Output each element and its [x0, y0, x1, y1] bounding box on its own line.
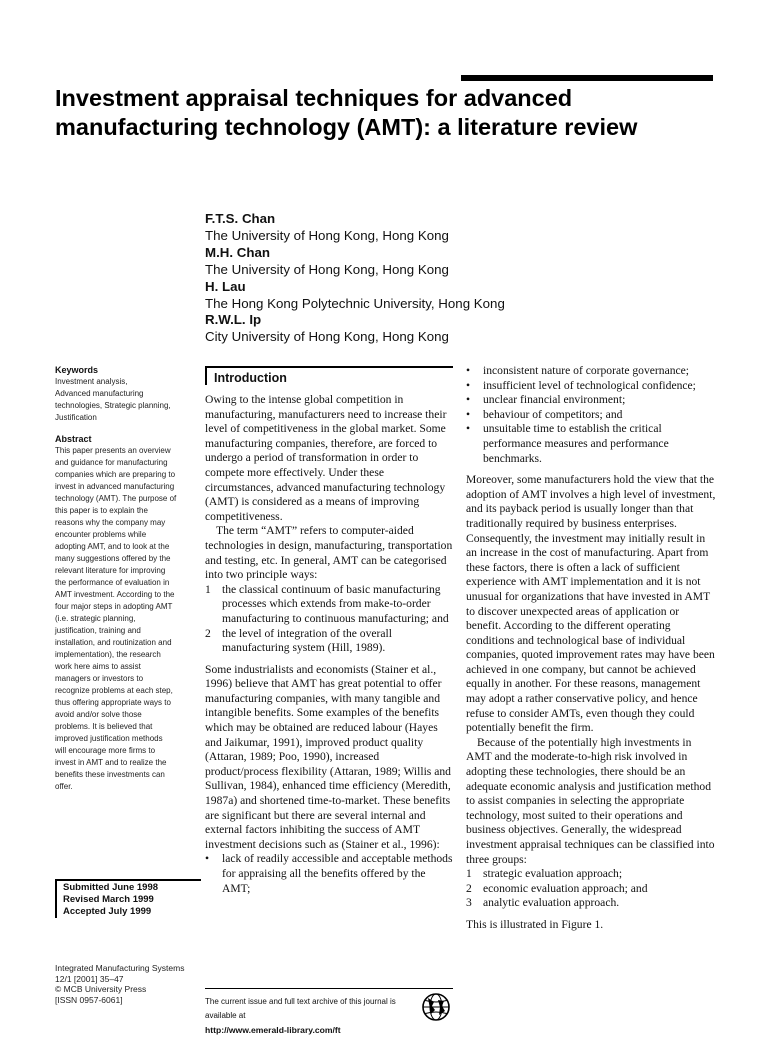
text-line: adopting AMT, and to look at the [55, 542, 170, 551]
list-item [205, 627, 453, 656]
list-item [466, 882, 716, 897]
keywords-heading: Keywords [55, 365, 99, 375]
title-rule [461, 75, 713, 81]
bullet-icon: • [205, 852, 210, 866]
text-line: (i.e. strategic planning, [55, 614, 136, 623]
text-line: AMT investment. According to the [55, 590, 175, 599]
list-item-text: strategic evaluation approach; [483, 867, 623, 881]
list-item-text: analytic evaluation approach. [483, 896, 620, 910]
list-item [205, 583, 453, 627]
author-affiliation: City University of Hong Kong, Hong Kong [205, 329, 449, 345]
numbered-list [466, 867, 716, 911]
footer-notice [205, 995, 420, 1037]
author-affiliation: The Hong Kong Polytechnic University, Hong Kong [205, 295, 505, 311]
list-number: 1 [205, 582, 211, 596]
text-line: avoid and/or solve those [55, 710, 142, 719]
text-line: improved justification methods [55, 734, 163, 743]
text-line: thus offering appropriate ways to [55, 698, 171, 707]
body-paragraph: Some industrialists and economists (Stainer et al., 1996) believe that AMT has great potential to offer manufacturing companies, with many tangible and intangible benefits. Some examples of the benefits which may be obtained are reduced labour (Hayes and Jaikumar, 1991), improved product quality (Attaran, 1989; Poo, 1990), increased product/process flexibility (Attaran, 1989; Willis and Sullivan, 1984), enhanced time efficiency (Meredith, 1987a) and shortened time-to-market. These benefits are significant but there are several internal and external factors inhibiting the success of AMT investment decisions such as (Stainer et al., 1996): [205, 662, 451, 851]
author-list [205, 211, 665, 346]
text-line: offer. [55, 782, 73, 791]
footer-divider [205, 988, 453, 989]
text-line: recognize problems at each step, [55, 686, 173, 695]
bullet-icon: • [466, 378, 471, 392]
text-line: This paper presents an overview [55, 446, 171, 455]
text-line: managers or investors to [55, 674, 144, 683]
author-affiliation: The University of Hong Kong, Hong Kong [205, 227, 449, 243]
abstract-block [55, 433, 198, 793]
submitted-date: Submitted June 1998 [63, 882, 159, 893]
list-number: 3 [466, 896, 472, 910]
list-item-text: lack of readily accessible and acceptable methods for appraising all the benefits offered by the AMT; [222, 852, 453, 895]
text-line: Advanced manufacturing [55, 389, 144, 398]
list-item [466, 408, 716, 423]
list-item [205, 852, 453, 896]
abstract-heading: Abstract [55, 434, 92, 444]
list-item-text: the classical continuum of basic manufacturing processes which extends from make-to-order manufacturing to continuous manufacturing; and [222, 582, 449, 625]
text-line: invest in AMT and to realize the [55, 758, 167, 767]
section-heading: Introduction [214, 371, 287, 385]
list-number: 2 [205, 626, 211, 640]
text-line: companies which are preparing to [55, 470, 176, 479]
list-item-text: unsuitable time to establish the critical performance measures and performance benchmarks. [483, 422, 669, 465]
journal-issn: [ISSN 0957-6061] [55, 994, 123, 1005]
author-affiliation: The University of Hong Kong, Hong Kong [205, 261, 449, 277]
journal-volume: 12/1 [2001] 35–47 [55, 973, 124, 984]
text-line: Investment analysis, [55, 377, 128, 386]
bullet-list [466, 364, 716, 466]
text-line: benefits these investments can [55, 770, 165, 779]
list-item-text: insufficient level of technological confidence; [483, 378, 696, 392]
text-line: technologies, Strategic planning, [55, 401, 171, 410]
text-line: implementation), the research [55, 650, 161, 659]
text-line: technology (AMT). The purpose of [55, 494, 177, 503]
paper-title: Investment appraisal techniques for advanced manufacturing technology (AMT): a literature review [55, 85, 638, 140]
list-item [466, 393, 716, 408]
list-item-text: inconsistent nature of corporate governance; [483, 364, 690, 377]
journal-name: Integrated Manufacturing Systems [55, 963, 185, 973]
text-line: invest in advanced manufacturing [55, 482, 175, 491]
revised-date: Revised March 1999 [63, 894, 154, 905]
accepted-date: Accepted July 1999 [63, 906, 152, 917]
text-line: Justification [55, 413, 97, 422]
globe-icon [421, 992, 451, 1022]
text-line: installation, and routinization and [55, 638, 172, 647]
list-item-text: unclear financial environment; [483, 393, 626, 407]
keywords-block [55, 364, 198, 424]
list-item [466, 867, 716, 882]
bullet-list [205, 852, 453, 896]
text-line: relevant literature for improving [55, 566, 166, 575]
author-name: M.H. Chan [205, 244, 271, 260]
text-line: four major steps in adopting AMT [55, 602, 173, 611]
numbered-list [205, 583, 453, 656]
bullet-icon: • [466, 422, 471, 436]
keywords-text [55, 376, 198, 424]
body-column-2 [466, 364, 716, 933]
text-line: the performance of evaluation in [55, 578, 170, 587]
journal-publisher: © MCB University Press [55, 984, 147, 995]
body-paragraph: The term “AMT” refers to computer-aided technologies in design, manufacturing, transportation and testing, etc. In general, AMT can be categorised into two principle ways: [205, 524, 453, 582]
text-line: reasons why the company may [55, 518, 166, 527]
text-line: justification, training and [55, 626, 141, 635]
list-item-text: behaviour of competitors; and [483, 407, 623, 421]
author-name: R.W.L. Ip [205, 312, 262, 328]
list-item [466, 379, 716, 394]
body-paragraph: This is illustrated in Figure 1. [466, 917, 604, 931]
author-name: H. Lau [205, 278, 246, 294]
text-line: many suggestions offered by the [55, 554, 171, 563]
list-item-text: the level of integration of the overall manufacturing system (Hill, 1989). [222, 626, 392, 655]
list-item [466, 364, 716, 379]
bullet-icon: • [466, 407, 471, 421]
section-heading-box [205, 366, 453, 385]
text-line: problems. It is believed that [55, 722, 153, 731]
list-number: 2 [466, 881, 472, 895]
body-paragraph: Because of the potentially high investments in AMT and the moderate-to-high risk involved in adopting these technologies, there should be an adequate economic analysis and justification method to assist companies in selecting the appropriate technology, most suited to their operations and business objectives. Generally, the widespread investment appraisal techniques can be classified into three groups: [466, 735, 715, 866]
bullet-icon: • [466, 364, 471, 377]
body-paragraph: Moreover, some manufacturers hold the view that the adoption of AMT involves a high level of investment, and its payback period is usually longer than that traditionally required by business enterprises. Consequently, the investment may initially result in an increase in the cost of manufacturing. Apart from these factors, there is often a lack of sufficient experience with AMT implementation and it is not unusual for organizations that have invested in AMT to discover unexpected areas of application or benefit. According to the different operating conditions and technological base of individual companies, quoted improvement rates may have been achieved in one company, but cannot be achieved equally in another. For these reasons, management may adopt a rather conservative policy, and hence refuse to consider AMTs, even though they could potentially benefit the firm. [466, 473, 716, 735]
list-item [466, 422, 716, 466]
list-item [466, 896, 716, 911]
submission-dates [55, 879, 201, 918]
text-line: will encourage more firms to [55, 746, 156, 755]
footer-link[interactable]: http://www.emerald-library.com/ft [205, 1025, 341, 1035]
body-column-1 [205, 393, 453, 896]
abstract-text [55, 445, 198, 793]
footer-text: The current issue and full text archive of this journal is available at [205, 997, 396, 1020]
list-item-text: economic evaluation approach; and [483, 881, 648, 895]
text-line: and guidance for manufacturing [55, 458, 168, 467]
journal-info [55, 963, 200, 1005]
text-line: work here aims to assist [55, 662, 141, 671]
bullet-icon: • [466, 393, 471, 407]
text-line: encounter problems while [55, 530, 147, 539]
author-name: F.T.S. Chan [205, 211, 276, 226]
body-paragraph: Owing to the intense global competition in manufacturing, manufacturers need to increase their level of competitiveness in the global market. Some manufacturing companies, therefore, are forced to undergo a period of transformation in order to compete more effectively. Under these circumstances, advanced manufacturing technology (AMT) is considered as a means of improving competitiveness. [205, 393, 447, 523]
list-number: 1 [466, 867, 472, 881]
text-line: this paper is to explain the [55, 506, 148, 515]
